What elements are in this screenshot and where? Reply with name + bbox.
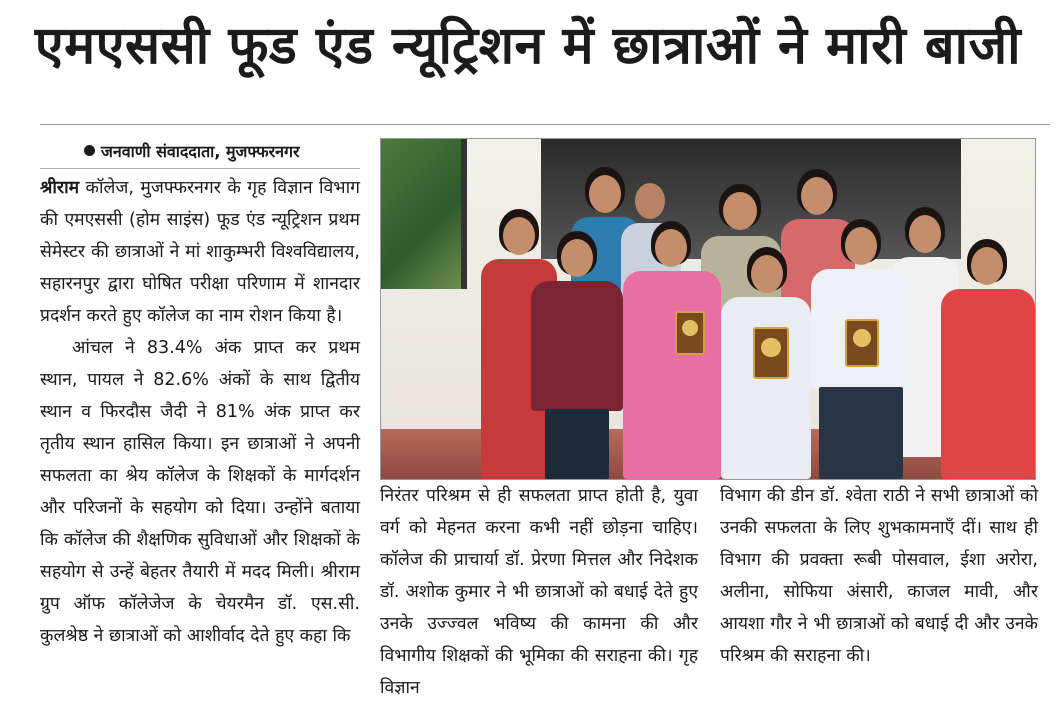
paragraph-col3: विभाग की डीन डॉ. श्वेता राठी ने सभी छात्राओं को उनकी सफलता के लिए शुभकामनाएँ दीं। साथ ही विभाग की प्रवक्ता रूबी पोसवाल, ईशा अरोरा, अलीना, सोफिया अंसारी, काजल मावी, और आयशा गौर ने भी छात्राओं को बधाई दी और उनके परिश्रम की सराहना की। — [720, 486, 1038, 666]
person-front-2 — [531, 231, 623, 479]
byline-text: जनवाणी संवाददाता, मुजफ्फरनगर — [101, 142, 300, 161]
article-column-1 — [40, 172, 360, 652]
person-front-5 — [811, 219, 911, 479]
paragraph-col2: निरंतर परिश्रम से ही सफलता प्राप्त होती है, युवा वर्ग को मेहनत करना कभी नहीं छोड़ना चाहिए। कॉलेज की प्राचार्या डॉ. प्रेरणा मित्तल और निदेशक डॉ. अशोक कुमार ने भी छात्राओं को बधाई देते हुए उनके उज्ज्वल भविष्य की कामना की और विभागीय शिक्षकों की भूमिका की सराहना की। गृह विज्ञान — [380, 486, 698, 698]
headline-rule — [40, 124, 1050, 125]
headline: एमएससी फूड एंड न्यूट्रिशन में छात्राओं ने मारी बाजी — [34, 16, 1022, 76]
paragraph-2: आंचल ने 83.4% अंक प्राप्त कर प्रथम स्थान, पायल ने 82.6% अंकों के साथ द्वितीय स्थान व फिरदौस जैदी ने 81% अंक प्राप्त कर तृतीय स्थान हासिल किया। इन छात्राओं ने अपनी सफलता का श्रेय कॉलेज के शिक्षकों के मार्गदर्शन और परिजनों के सहयोग को दिया। उन्होंने बताया कि कॉलेज की शैक्षणिक सुविधाओं और शिक्षकों के सहयोग से उन्हें बेहतर तैयारी में मदद मिली। श्रीराम ग्रुप ऑफ कॉलेजेज के चेयरमैन डॉ. एस.सी. कुलश्रेष्ठ ने छात्राओं को आशीर्वाद देते हुए कहा कि — [40, 338, 360, 646]
article-column-3 — [720, 480, 1038, 672]
photo-window — [381, 139, 467, 289]
byline-rule — [40, 168, 360, 169]
lead-paragraph — [40, 172, 360, 332]
bullet-icon — [84, 145, 95, 156]
article-column-2 — [380, 480, 698, 704]
lead-word: श्रीराम — [40, 178, 80, 198]
news-photo — [380, 138, 1036, 480]
byline — [84, 140, 300, 162]
person-front-4 — [721, 247, 811, 479]
person-front-6 — [941, 239, 1035, 479]
person-front-3 — [623, 221, 721, 479]
lead-text: कॉलेज, मुजफ्फरनगर के गृह विज्ञान विभाग की एमएससी (होम साइंस) फूड एंड न्यूट्रिशन प्रथम सेमेस्टर की छात्राओं ने मां शाकुम्भरी विश्वविद्यालय, सहारनपुर द्वारा घोषित परीक्षा परिणाम में शानदार प्रदर्शन करते हुए कॉलेज का नाम रोशन किया है। — [40, 178, 360, 326]
